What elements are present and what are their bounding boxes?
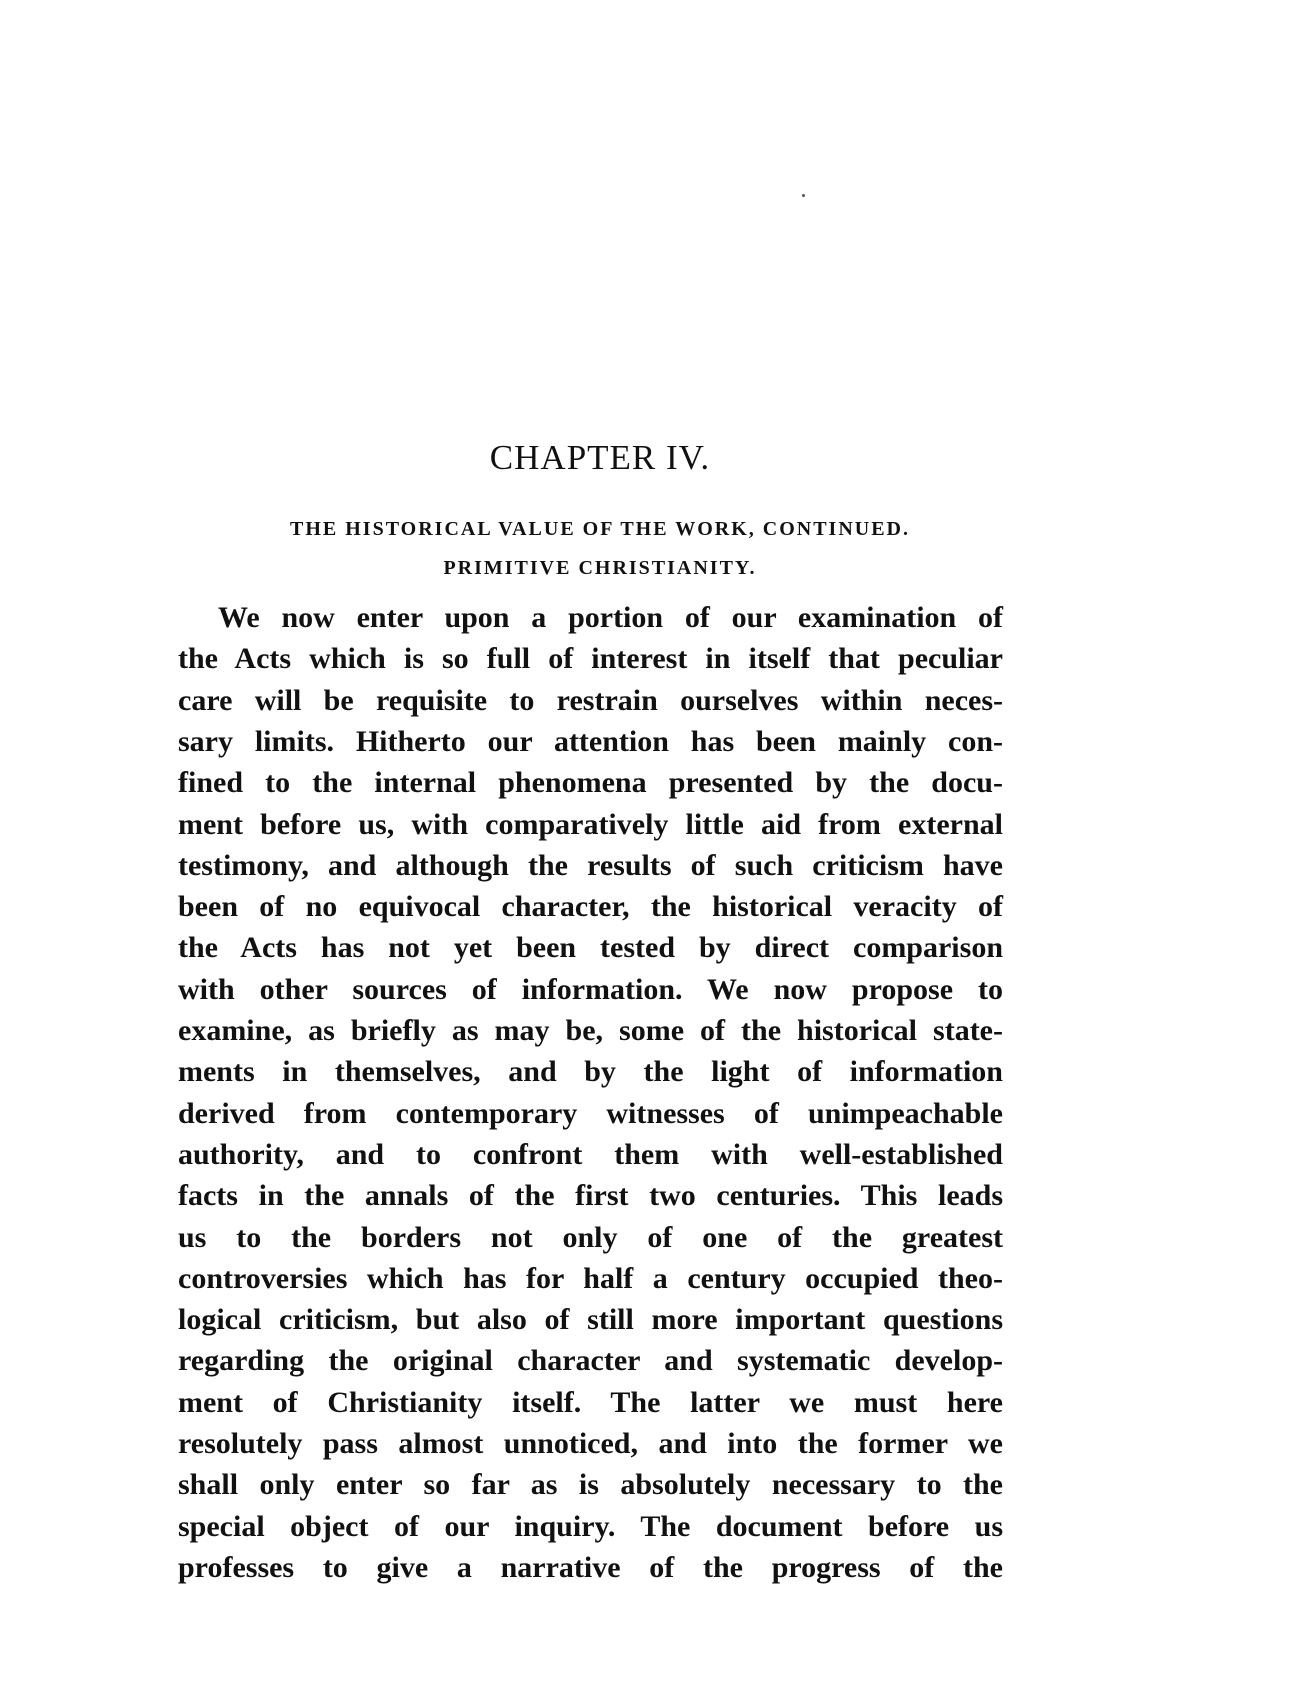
paragraph-line: sary limits. Hitherto our attention has been mainly con- <box>178 724 1003 758</box>
chapter-subheading-2: PRIMITIVE CHRISTIANITY. <box>443 557 757 579</box>
ink-speck <box>802 194 805 197</box>
paragraph-line: examine, as briefly as may be, some of the historical state- <box>178 1014 1003 1047</box>
paragraph-line: us to the borders not only of one of the greatest <box>178 1220 1003 1254</box>
paragraph-line: shall only enter so far as is absolutely necessary to the <box>178 1468 1003 1502</box>
paragraph-line: special object of our inquiry. The document before us <box>178 1509 1003 1543</box>
paragraph-line: professes to give a narrative of the progress of the <box>178 1550 1003 1584</box>
paragraph-line: been of no equivocal character, the historical veracity of <box>178 890 1003 924</box>
paragraph-line: ments in themselves, and by the light of information <box>178 1055 1003 1089</box>
paragraph-line: resolutely pass almost unnoticed, and into the former we <box>178 1427 1003 1460</box>
paragraph-line: facts in the annals of the first two centuries. This leads <box>178 1179 1003 1213</box>
paragraph-line: care will be requisite to restrain ourselves within neces- <box>178 683 1003 717</box>
paragraph-line: testimony, and although the results of such criticism have <box>178 848 1003 882</box>
chapter-subheading-1: THE HISTORICAL VALUE OF THE WORK, CONTINUED. <box>290 518 910 540</box>
paragraph-line: We now enter upon a portion of our examination of <box>218 601 1003 634</box>
chapter-title: CHAPTER IV. <box>489 438 711 477</box>
paragraph-line: the Acts which is so full of interest in itself that peculiar <box>178 642 1003 676</box>
paragraph-line: derived from contemporary witnesses of unimpeachable <box>178 1096 1003 1130</box>
paragraph-line: authority, and to confront them with well-established <box>178 1137 1003 1171</box>
paragraph-line: the Acts has not yet been tested by direct comparison <box>178 931 1003 965</box>
paragraph-line: regarding the original character and systematic develop- <box>178 1344 1003 1378</box>
paragraph-line: fined to the internal phenomena presented by the docu- <box>178 766 1003 800</box>
paragraph-line: ment of Christianity itself. The latter we must here <box>178 1385 1003 1419</box>
paragraph-line: with other sources of information. We now propose to <box>178 972 1003 1006</box>
paragraph-line: controversies which has for half a century occupied theo- <box>178 1261 1003 1295</box>
paragraph-line: logical criticism, but also of still more important questions <box>178 1303 1003 1337</box>
paragraph-line: ment before us, with comparatively little aid from external <box>178 807 1003 841</box>
